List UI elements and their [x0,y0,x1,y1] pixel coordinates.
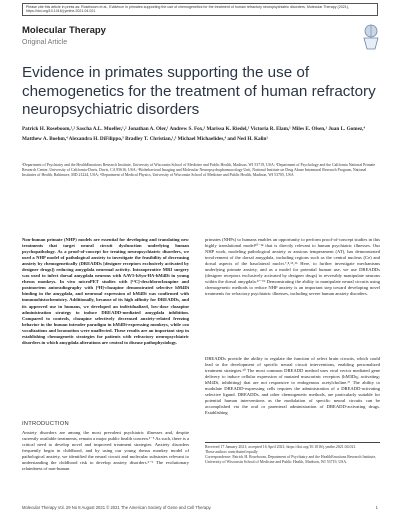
introduction-text: Anxiety disorders are among the most prevalent psychiatric illnesses and, despite currently available treatments, remain a major public health concern.¹⁻⁵ As such, there is a critical need to develop novel and improved treatment strategies. Anxiety disorders frequently begin in childhood, and by using our young rhesus monkey model of pathological anxiety, we identified the neural circuit and molecular substrates relevant to understanding the childhood risk to develop anxiety disorders.⁶⁻⁹ The evolutionary relatedness of non-human [22,430,189,472]
page-footer [22,505,378,510]
footer-journal-info: Molecular Therapy Vol. 29 No 8 August 2021 © 2021 The American Society of Gene and Cell Therapy. [22,505,212,510]
page-number: 1 [375,505,378,510]
abstract: Non-human primate (NHP) models are essential for developing and translating new treatments that target neural circuit dysfunction underlying human psychopathology. As a proof-of-concept for treating neuropsychiatric disorders, we used a NHP model of pathological anxiety to investigate the feasibility of decreasing anxiety by chemogenetically (DREADDs [designer receptors exclusively activated by designer drugs]) reducing amygdala neuronal activity. Intraoperative MRI surgery was used to infect dorsal amygdala neurons with AAV5-hSyn-HA-hM4Di in young rhesus monkeys. In vivo microPET studies with [¹¹C]-deschloroclozapine and postmortem autoradiography with [³H]-clozapine demonstrated selective hM4Di binding in the amygdala, and neuronal expression of hM4Di was confirmed with immunohistochemistry. Additionally, because of its high affinity for DREADDs, and its approved use in humans, we developed an individualized, low-dose clozapine administration strategy to induce DREADD-mediated amygdala inhibition. Compared to controls, clozapine selectively decreased anxiety-related freezing behavior in the human intruder paradigm in hM4Di-expressing monkeys, while coo vocalizations and locomotion were unaffected. These results are an important step in establishing chemogenetic strategies for patients with refractory neuropsychiatric disorders in which amygdala alterations are central to disease pathophysiology. [22,237,189,345]
article-type: Original Article [22,39,68,46]
article-metadata [205,442,380,465]
journal-name: Molecular Therapy [22,25,106,36]
correspondence: Correspondence: Patrick H. Roseboom, Department of Psychiatry and the HealthEmotions Research Institute, University of Wisconsin School of Medicine and Public Health, Madison, WI 53719, USA. [205,455,377,465]
equal-contribution-note: These authors contributed equally [205,450,258,455]
affiliations: ¹Department of Psychiatry and the HealthEmotions Research Institute, University of Wisconsin School of Medicine and Public Health, Madison, WI 53719, USA; ²Department of Psychology and the California National Primate Research Center, University of California-Davis, Davis, CA 95616, USA; ³Biobehavioral Imaging and Molecular Neuropsychopharmacology Unit, National Institute on Drug Abuse Intramural Research Program, National Institutes of Health, Baltimore, MD 21224, USA; ⁴Department of Medical Physics, University of Wisconsin School of Medicine and Public Health, Madison, WI 53705, USA [22,163,376,178]
author-list: Patrick H. Roseboom,¹,² Sascha A.L. Mueller,¹,² Jonathan A. Oler,¹ Andrew S. Fox,³ Marissa K. Riedel,¹ Victoria R. Elam,¹ Miles E. Olsen,¹ Juan L. Gomez,⁴ Matthew A. Boehm,⁴ Alexandra H. DiFilippo,⁵ Bradley T. Christian,¹,⁵ Michael Michaelides,⁴ and Ned H. Kalin¹ [22,126,366,142]
article-title: Evidence in primates supporting the use of chemogenetics for the treatment of human refractory neuropsychiatric disorders [22,64,376,118]
section-heading-introduction: INTRODUCTION [22,421,69,427]
journal-logo-icon [358,22,384,52]
body-paragraph-1: primates (NHPs) to humans enables an opportunity to perform proof-of-concept studies in this highly translational model¹⁰⁻¹⁴ that is directly relevant to human psychiatric illnesses. Our NHP work, modeling pathological anxiety or anxious temperament (AT), has demonstrated involvement of the dorsal amygdala, including regions such as the central nucleus (Ce) and dorsal aspects of the basolateral nuclei.⁷,⁸,¹⁵,¹⁶ Here, to further investigate mechanisms underlying primate anxiety, and as a model for potential human use, we use DREADDs (designer receptors exclusively activated by designer drugs) to reversibly manipulate neurons within the dorsal amygdala.¹⁷⁻¹⁹ Demonstrating the ability to manipulate neural circuits using chemogenetic methods to reduce NHP anxiety is an important step toward developing novel treatments for refractory psychiatric illnesses, including severe human anxiety disorders. [205,237,380,297]
received-accepted: Received 17 January 2021; accepted 16 April 2021; https://doi.org/10.1016/j.ymthe.2021.04.021. [205,445,357,449]
body-paragraph-2: DREADDs provide the ability to regulate the function of select brain circuits, which could lead to the development of specific neural circuit interventions, enabling personalized treatment strategies.²⁰ The most common DREADD method uses viral vector mediated gene delivery to induce cellular expression of mutated muscarinic receptors (hM3Dq, activating; hM4Di, inhibiting) that are not responsive to endogenous acetylcholine.¹⁷ The ability to modulate DREADD-expressing cells requires the administration of a DREADD-activating selective ligand. DREADDs, and other chemogenetic methods, are particularly suitable for potential human interventions as the modulation of specific neural circuits can be accomplished via the oral or parenteral administration of DREADD-activating drugs. Establishing [205,356,380,416]
citation-notice: Please cite this article in press as: Roseboom et al., Evidence in primates supporting the use of chemogenetics for the treatment of human refractory neuropsychiatric disorders, Molecular Therapy (2021), https://doi.org/10.1016/j.ymthe.2021.04.021 [22,3,378,16]
